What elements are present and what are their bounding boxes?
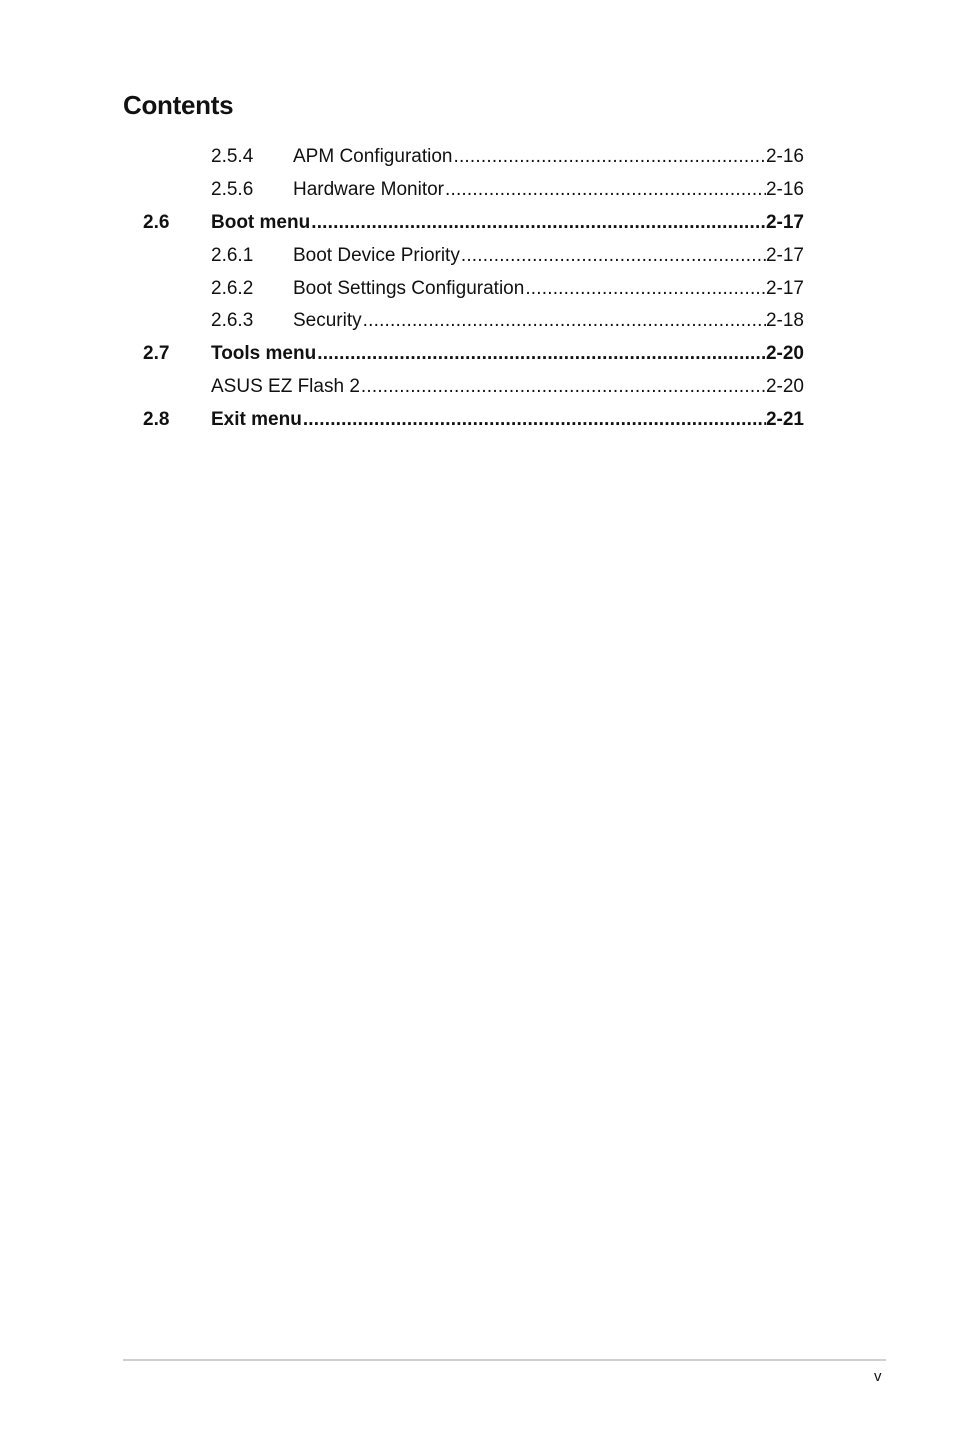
toc-page-number: 2-17	[765, 211, 804, 233]
toc-page-number: 2-18	[765, 310, 804, 332]
toc-entry[interactable]	[143, 372, 804, 405]
page-title: Contents	[123, 90, 234, 120]
toc-entry[interactable]	[143, 274, 804, 307]
toc-subsection-number: 2.5.6	[211, 178, 254, 200]
toc-entry-title: Boot Device Priority	[293, 244, 460, 266]
toc-section-number: 2.6	[143, 211, 170, 233]
toc-entry[interactable]	[143, 142, 804, 175]
toc-subsection-number: 2.6.2	[211, 277, 254, 299]
toc-dot-leader	[452, 142, 766, 172]
toc-page-number: 2-20	[765, 376, 804, 398]
toc-page-number: 2-17	[765, 244, 804, 266]
toc-page-number: 2-17	[765, 277, 804, 299]
footer-divider	[123, 1359, 886, 1361]
toc-page-number: 2-16	[765, 146, 804, 167]
toc-dot-leader	[360, 372, 766, 402]
toc-entry-title: Tools menu	[211, 343, 317, 365]
footer-page-number: v	[874, 1368, 882, 1385]
toc-subsection-number: 2.6.1	[211, 244, 254, 266]
toc-dot-leader	[316, 339, 766, 369]
toc-dot-leader	[362, 306, 766, 336]
toc-page-number: 2-20	[765, 343, 804, 365]
toc-subsection-number: 2.6.3	[211, 310, 254, 332]
toc-dot-leader	[524, 274, 766, 304]
toc-dot-leader	[460, 241, 766, 271]
toc-entry-title: Boot Settings Configuration	[293, 277, 525, 299]
toc-entry-title: ASUS EZ Flash 2	[211, 376, 360, 398]
toc-entry[interactable]	[143, 405, 804, 438]
toc-entry-title: Boot menu	[211, 211, 311, 233]
toc-section-number: 2.8	[143, 409, 170, 431]
toc-dot-leader	[302, 405, 766, 435]
toc-entry[interactable]	[143, 306, 804, 339]
toc-entry[interactable]	[143, 175, 804, 208]
toc-page-number: 2-21	[765, 409, 804, 431]
table-of-contents	[143, 142, 804, 438]
toc-page-number: 2-16	[765, 178, 804, 200]
toc-entry-title: APM Configuration	[293, 146, 453, 167]
toc-entry-title: Security	[293, 310, 362, 332]
toc-entry[interactable]	[143, 339, 804, 372]
toc-entry[interactable]	[143, 208, 804, 241]
toc-section-number: 2.7	[143, 343, 170, 365]
toc-entry-title: Hardware Monitor	[293, 178, 444, 200]
toc-entry-title: Exit menu	[211, 409, 302, 431]
toc-dot-leader	[310, 208, 766, 238]
toc-dot-leader	[444, 175, 766, 205]
toc-subsection-number: 2.5.4	[211, 146, 254, 167]
toc-entry[interactable]	[143, 241, 804, 274]
